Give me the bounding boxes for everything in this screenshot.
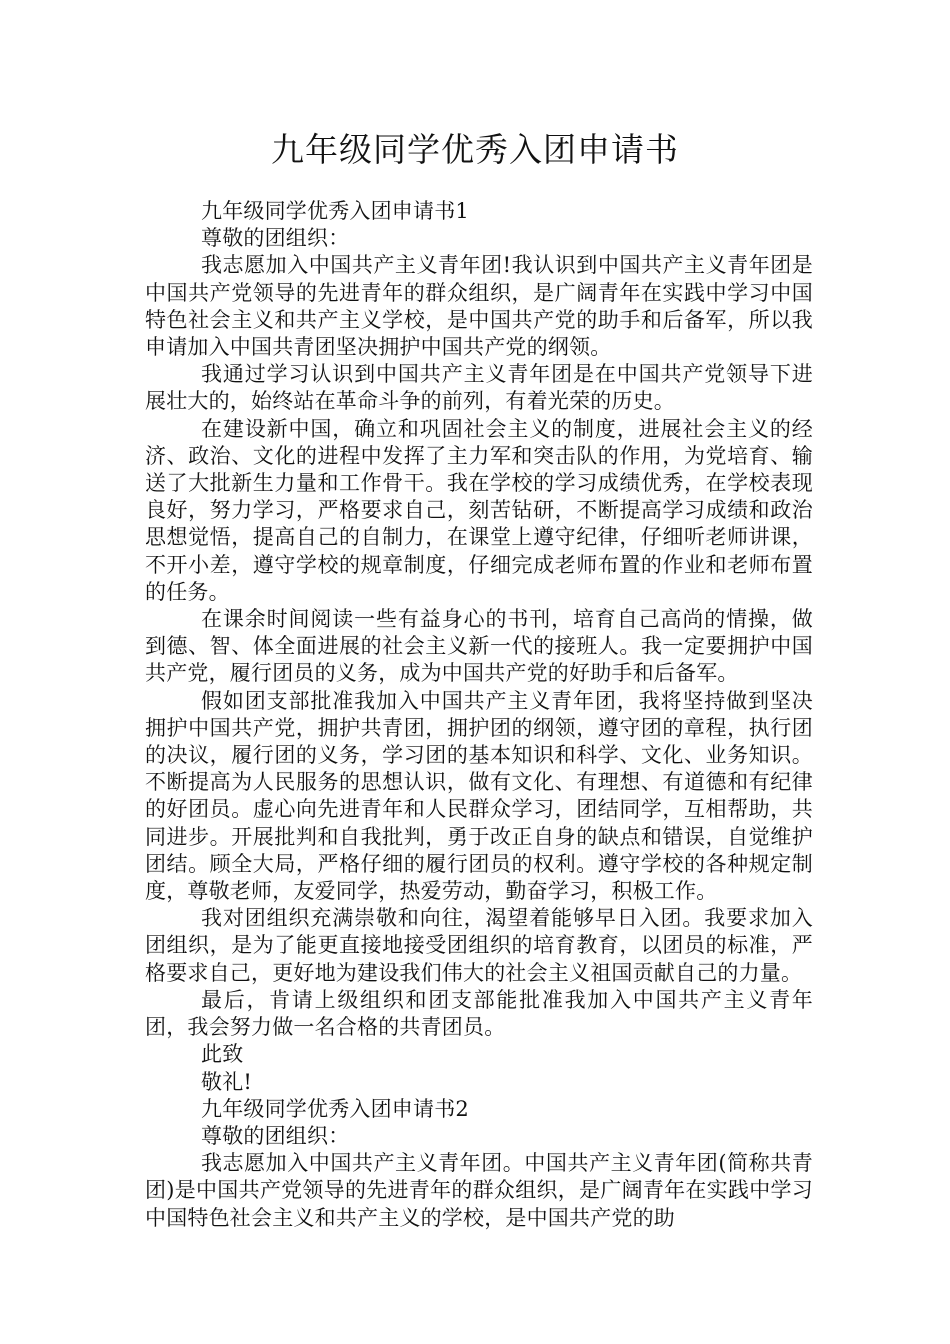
body-paragraph: 我志愿加入中国共产主义青年团!我认识到中国共产主义青年团是中国共产党领导的先进青年的群众组织，是广阔青年在实践中学习中国特色社会主义和共产主义学校，是中国共产党的助手和后备军，所以我申请加入中国共青团坚决拥护中国共产党的纲领。 — [145, 253, 813, 360]
body-paragraph: 在建设新中国，确立和巩固社会主义的制度，进展社会主义的经济、政治、文化的进程中发挥了主力军和突击队的作用，为党培育、输送了大批新生力量和工作骨干。我在学校的学习成绩优秀，在学校表现良好，努力学习，严格要求自己，刻苦钻研，不断提高学习成绩和政治思想觉悟，提高自己的自制力，在课堂上遵守纪律，仔细听老师讲课，不开小差，遵守学校的规章制度，仔细完成老师布置的作业和老师布置的任务。 — [145, 416, 813, 604]
section-heading-2: 九年级同学优秀入团申请书2 — [201, 1096, 469, 1121]
document-title: 九年级同学优秀入团申请书 — [271, 130, 679, 169]
body-paragraph: 最后，肯请上级组织和团支部能批准我加入中国共产主义青年团，我会努力做一名合格的共青团员。 — [145, 987, 813, 1040]
closing-line: 此致 — [201, 1042, 244, 1067]
body-paragraph: 我对团组织充满崇敬和向往，渴望着能够早日入团。我要求加入团组织，是为了能更直接地接受团组织的培育教育，以团员的标准，严格要求自己，更好地为建设我们伟大的社会主义祖国贡献自己的力量。 — [145, 906, 813, 985]
body-paragraph: 在课余时间阅读一些有益身心的书刊，培育自己高尚的情操，做到德、智、体全面进展的社会主义新一代的接班人。我一定要拥护中国共产党，履行团员的义务，成为中国共产党的好助手和后备军。 — [145, 607, 813, 686]
document-body — [145, 198, 813, 1232]
salutation-1: 尊敬的团组织： — [201, 226, 350, 251]
body-paragraph: 我志愿加入中国共产主义青年团。中国共产主义青年团(简称共青团)是中国共产党领导的先进青年的群众组织，是广阔青年在实践中学习中国特色社会主义和共产主义的学校，是中国共产党的助 — [145, 1151, 813, 1230]
section-heading-1: 九年级同学优秀入团申请书1 — [201, 199, 469, 223]
body-paragraph: 假如团支部批准我加入中国共产主义青年团，我将坚持做到坚决拥护中国共产党，拥护共青团，拥护团的纲领，遵守团的章程，执行团的决议，履行团的义务，学习团的基本知识和科学、文化、业务知识。不断提高为人民服务的思想认识，做有文化、有理想、有道德和有纪律的好团员。虚心向先进青年和人民群众学习，团结同学，互相帮助，共同进步。开展批判和自我批判，勇于改正自身的缺点和错误，自觉维护团结。顾全大局，严格仔细的履行团员的权利。遵守学校的各种规定制度，尊敬老师，友爱同学，热爱劳动，勤奋学习，积极工作。 — [145, 688, 813, 904]
salutation-2: 尊敬的团组织： — [201, 1123, 350, 1148]
body-paragraph: 我通过学习认识到中国共产主义青年团是在中国共产党领导下进展壮大的，始终站在革命斗争的前列，有着光荣的历史。 — [145, 362, 813, 414]
closing-line: 敬礼! — [201, 1069, 253, 1094]
